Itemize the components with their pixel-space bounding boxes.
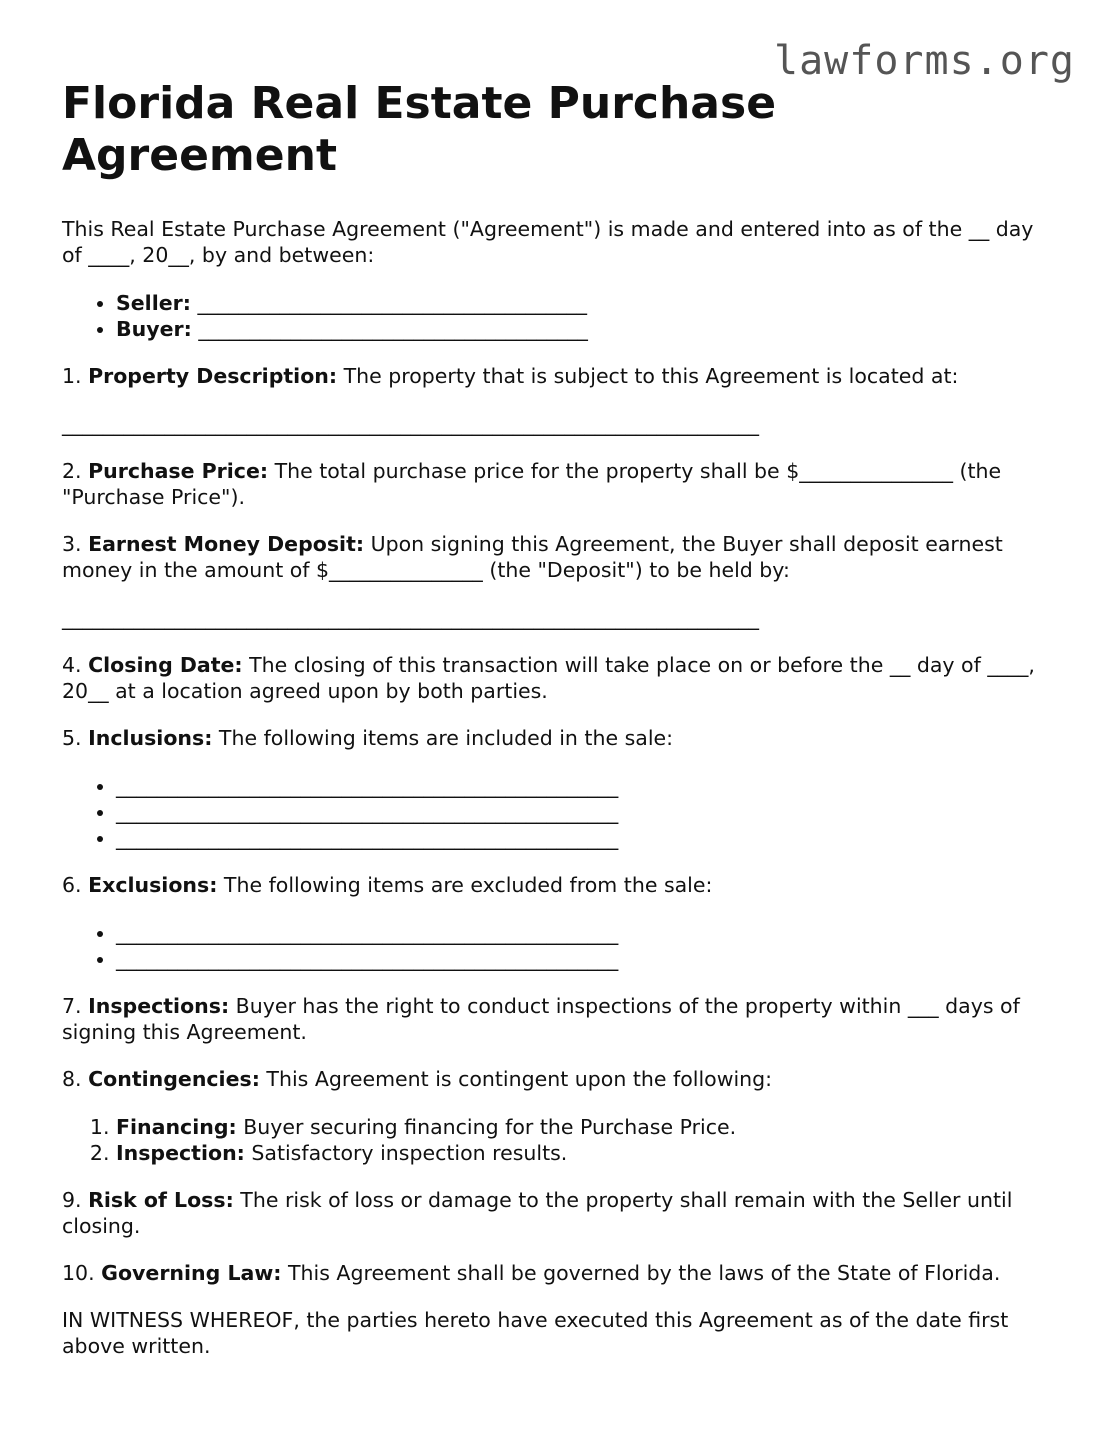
contingencies-list bbox=[62, 1114, 1052, 1166]
section-property-description bbox=[62, 363, 1052, 389]
section-purchase-price bbox=[62, 458, 1052, 510]
section-number: 9. bbox=[62, 1188, 82, 1212]
contingency-text: Satisfactory inspection results. bbox=[244, 1141, 568, 1165]
section-text: The total purchase price for the property shall be $_______________ (the "Purchase Price"). bbox=[62, 459, 1002, 509]
contingency-label: Financing: bbox=[116, 1115, 237, 1139]
section-inspections bbox=[62, 993, 1052, 1045]
section-text: This Agreement is contingent upon the following: bbox=[259, 1067, 773, 1091]
list-item[interactable]: • _________________________________________________ bbox=[116, 920, 1052, 946]
section-text: Upon signing this Agreement, the Buyer shall deposit earnest money in the amount of $_______________ (the "Deposit") to be held by: bbox=[62, 532, 1003, 582]
section-label: Earnest Money Deposit: bbox=[88, 532, 365, 556]
section-inclusions bbox=[62, 725, 1052, 751]
section-text: The property that is subject to this Agreement is located at: bbox=[337, 364, 959, 388]
section-label: Risk of Loss: bbox=[88, 1188, 234, 1212]
section-text: This Agreement shall be governed by the laws of the State of Florida. bbox=[281, 1261, 1001, 1285]
section-label: Governing Law: bbox=[101, 1261, 282, 1285]
list-item bbox=[116, 1140, 1052, 1166]
section-label: Property Description: bbox=[88, 364, 338, 388]
list-item[interactable]: • _________________________________________________ bbox=[116, 946, 1052, 972]
document-body bbox=[62, 78, 1052, 1359]
section-label: Inclusions: bbox=[88, 726, 213, 750]
intro-paragraph: This Real Estate Purchase Agreement ("Agreement") is made and entered into as of the __ day of ____, 20__, by and between: bbox=[62, 217, 1034, 267]
contingency-text: Buyer securing financing for the Purchase Price. bbox=[236, 1115, 737, 1139]
buyer-label: Buyer: bbox=[116, 317, 192, 341]
watermark: lawforms.org bbox=[774, 38, 1075, 84]
list-item bbox=[116, 316, 1052, 342]
section-number: 6. bbox=[62, 873, 82, 897]
property-address-blank[interactable]: ____________________________________________________________________ bbox=[62, 412, 759, 436]
section-number: 1. bbox=[62, 364, 82, 388]
section-text: The closing of this transaction will take place on or before the __ day of ____, 20__ at a location agreed upon by both parties. bbox=[62, 653, 1035, 703]
section-number: 3. bbox=[62, 532, 82, 556]
section-earnest-money bbox=[62, 531, 1052, 583]
section-label: Closing Date: bbox=[88, 653, 243, 677]
section-exclusions bbox=[62, 872, 1052, 898]
list-item[interactable]: • _________________________________________________ bbox=[116, 799, 1052, 825]
section-text: The following items are included in the sale: bbox=[212, 726, 674, 750]
deposit-holder-blank[interactable]: ____________________________________________________________________ bbox=[62, 606, 759, 630]
parties-list bbox=[62, 290, 1052, 342]
contingency-label: Inspection: bbox=[116, 1141, 245, 1165]
seller-label: Seller: bbox=[116, 291, 191, 315]
inclusions-list bbox=[62, 773, 1052, 851]
section-closing-date bbox=[62, 652, 1052, 704]
section-contingencies bbox=[62, 1066, 1052, 1092]
section-number: 4. bbox=[62, 653, 82, 677]
section-label: Exclusions: bbox=[88, 873, 218, 897]
section-text: Buyer has the right to conduct inspections of the property within ___ days of signing this Agreement. bbox=[62, 994, 1020, 1044]
page-title: Florida Real Estate Purchase Agreement bbox=[62, 78, 777, 181]
list-item[interactable]: • _________________________________________________ bbox=[116, 773, 1052, 799]
section-number: 5. bbox=[62, 726, 82, 750]
section-label: Contingencies: bbox=[88, 1067, 260, 1091]
section-governing-law bbox=[62, 1260, 1052, 1286]
section-risk-of-loss bbox=[62, 1187, 1052, 1239]
section-label: Purchase Price: bbox=[88, 459, 269, 483]
section-text: The following items are excluded from the sale: bbox=[217, 873, 713, 897]
list-item bbox=[116, 290, 1052, 316]
seller-blank[interactable]: ______________________________________ bbox=[190, 291, 587, 315]
section-text: The risk of loss or damage to the property shall remain with the Seller until closing. bbox=[62, 1188, 1013, 1238]
witness-paragraph: IN WITNESS WHEREOF, the parties hereto have executed this Agreement as of the date first above written. bbox=[62, 1308, 1009, 1358]
section-number: 8. bbox=[62, 1067, 82, 1091]
exclusions-list bbox=[62, 920, 1052, 972]
section-label: Inspections: bbox=[88, 994, 230, 1018]
section-number: 7. bbox=[62, 994, 82, 1018]
section-number: 10. bbox=[62, 1261, 95, 1285]
list-item[interactable]: • _________________________________________________ bbox=[116, 825, 1052, 851]
list-item bbox=[116, 1114, 1052, 1140]
section-number: 2. bbox=[62, 459, 82, 483]
buyer-blank[interactable]: ______________________________________ bbox=[191, 317, 588, 341]
